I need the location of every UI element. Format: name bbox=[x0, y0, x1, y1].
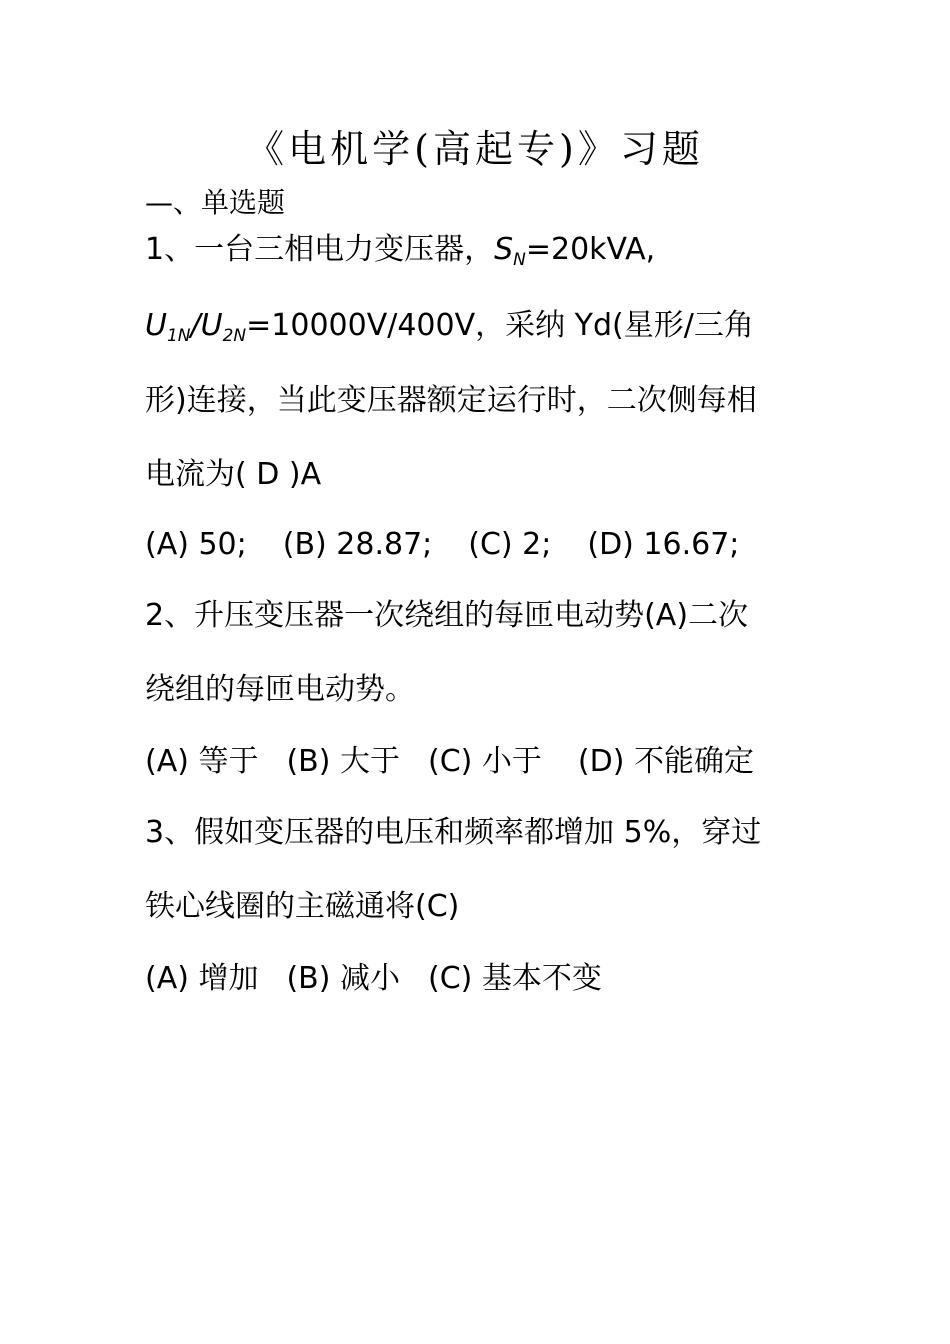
secondary-voltage-symbol: U bbox=[200, 308, 223, 343]
question-2-option-c: (C) 小于 bbox=[428, 744, 542, 779]
question-2-line-2: 绕组的每匝电动势。 bbox=[145, 672, 415, 707]
primary-voltage-subscript: 1N bbox=[166, 326, 191, 346]
document-title: 《电机学(高起专)》习题 bbox=[246, 127, 704, 171]
voltage-ratio-slash: / bbox=[190, 308, 201, 343]
section-heading: —、单选题 bbox=[145, 186, 286, 219]
question-1-option-c: (C) 2; bbox=[468, 527, 552, 562]
question-3-option-b: (B) 减小 bbox=[286, 961, 400, 996]
question-2-line-1: 2、升压变压器一次绕组的每匝电动势(A)二次 bbox=[145, 598, 749, 633]
question-3-options bbox=[145, 957, 602, 1001]
question-3-option-a: (A) 增加 bbox=[145, 961, 259, 996]
question-2-options bbox=[145, 740, 754, 784]
question-3-option-c: (C) 基本不变 bbox=[428, 961, 602, 996]
rated-capacity-symbol: S bbox=[494, 232, 514, 267]
question-3-line-1: 3、假如变压器的电压和频率都增加 5%，穿过 bbox=[145, 815, 762, 850]
question-1-option-a: (A) 50; bbox=[145, 527, 247, 562]
question-1-option-b: (B) 28.87; bbox=[282, 527, 433, 562]
rated-capacity-value: =20kVA, bbox=[525, 232, 656, 267]
question-1-options bbox=[145, 523, 739, 567]
primary-voltage-symbol: U bbox=[145, 308, 167, 343]
question-1-line-4: 电流为( D )A bbox=[145, 457, 322, 492]
question-1-prefix: 1、一台三相电力变压器， bbox=[145, 232, 495, 267]
question-1-line-1 bbox=[145, 228, 655, 282]
question-1-line-2-text: =10000V/400V，采纳 Yd(星形/三角 bbox=[246, 308, 754, 343]
question-1-line-3: 形)连接，当此变压器额定运行时，二次侧每相 bbox=[145, 383, 757, 418]
question-2-option-d: (D) 不能确定 bbox=[577, 744, 754, 779]
secondary-voltage-subscript: 2N bbox=[222, 326, 247, 346]
question-2-option-b: (B) 大于 bbox=[286, 744, 400, 779]
question-1-line-2 bbox=[145, 304, 754, 358]
question-2-option-a: (A) 等于 bbox=[145, 744, 259, 779]
question-3-line-2: 铁心线圈的主磁通将(C) bbox=[145, 889, 460, 924]
question-1-option-d: (D) 16.67; bbox=[587, 527, 740, 562]
rated-capacity-subscript: N bbox=[513, 250, 526, 270]
